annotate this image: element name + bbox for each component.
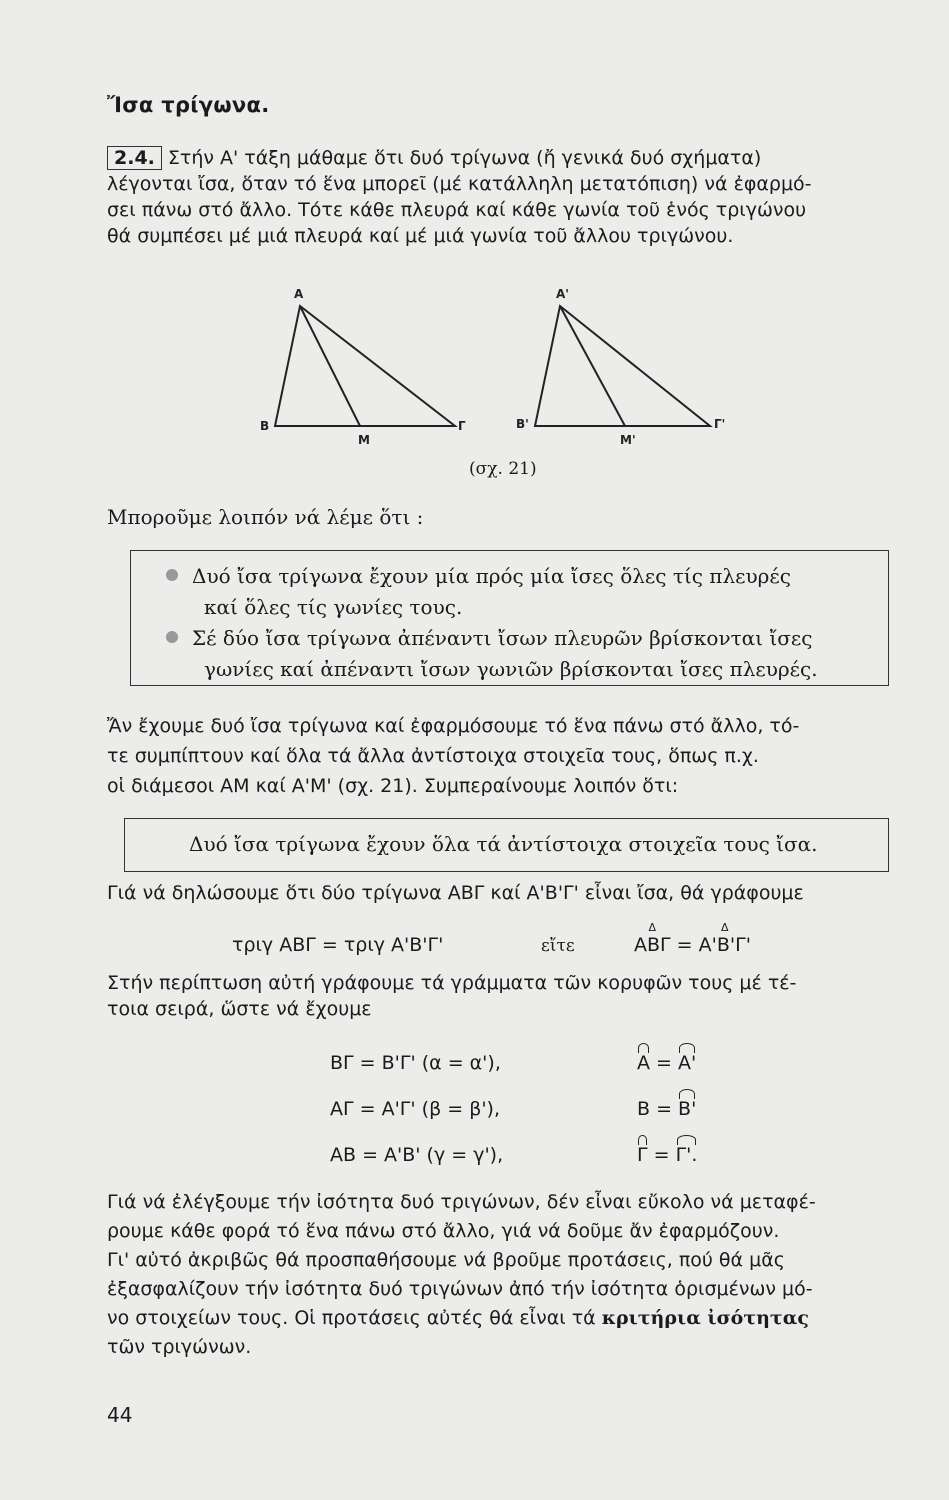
notation-intro: Γιά νά δηλώσουμε ὅτι δύο τρίγωνα ΑΒΓ καί Α'Β'Γ' εἶναι ἴσα, θά γράφουμε <box>107 882 804 904</box>
bullet-icon <box>166 569 178 581</box>
equality-left-2: ΑΓ = Α'Γ' (β = β'), <box>330 1098 500 1120</box>
triangle-notation-2: Δ Α'Β'Γ' <box>699 934 751 956</box>
para4-line-2: ρουμε κάθε φορά τό ἕνα πάνω στό ἄλλο, γιά νά δοῦμε ἄν ἐφαρμόζουν. <box>107 1220 780 1242</box>
para3-line-1: Στήν περίπτωση αὐτή γράφουμε τά γράμματα τῶν κορυφῶν τους μέ τέ- <box>107 972 797 994</box>
bullet-icon <box>166 631 178 643</box>
lead-text: Μποροῦμε λοιπόν νά λέμε ὅτι : <box>107 505 424 529</box>
intro-line-3: σει πάνω στό ἄλλο. Τότε κάθε πλευρά καί κάθε γωνία τοῦ ἑνός τριγώνου <box>107 199 807 221</box>
label-G-prime: Γ' <box>714 417 726 431</box>
figure-caption: (σχ. 21) <box>469 459 537 479</box>
para2-line-2: τε συμπίπτουν καί ὅλα τά ἄλλα ἀντίστοιχα στοιχεῖα τους, ὅπως π.χ. <box>107 745 759 767</box>
left-triangle <box>275 306 455 426</box>
label-A-prime: Α' <box>556 287 569 301</box>
triangles-figure <box>250 278 780 458</box>
equality-right-1: Α = Α' <box>637 1052 697 1074</box>
triangle-notation-1: Δ ΑΒΓ <box>634 934 671 956</box>
left-median <box>300 306 360 426</box>
criteria-term: κριτήρια ἰσότητας <box>601 1307 809 1329</box>
bullet-item-1-cont: καί ὅλες τίς γωνίες τους. <box>204 595 463 619</box>
equality-left-3: ΑΒ = Α'Β' (γ = γ'), <box>330 1144 504 1166</box>
intro-paragraph <box>107 145 912 249</box>
notation-eq-right: Δ ΑΒΓ = Δ Α'Β'Γ' <box>634 934 751 956</box>
para2-line-1: Ἄν ἔχουμε δυό ἴσα τρίγωνα καί ἐφαρμόσουμε τό ἕνα πάνω στό ἄλλο, τό- <box>107 715 800 737</box>
para4-line-4: ἐξασφαλίζουν τήν ἰσότητα δυό τριγώνων ἀπό τήν ἰσότητα ὁρισμένων μό- <box>107 1278 813 1300</box>
para2-line-3: οἱ διάμεσοι ΑΜ καί Α'Μ' (σχ. 21). Συμπεραίνουμε λοιπόν ὅτι: <box>107 775 679 797</box>
paragraph-3 <box>107 970 912 1022</box>
label-M: Μ <box>358 433 370 447</box>
section-number: 2.4. <box>107 146 162 170</box>
equality-right-2: Β = Β' <box>637 1098 697 1120</box>
intro-line-4: θά συμπέσει μέ μιά πλευρά καί μέ μιά γωνία τοῦ ἄλλου τριγώνου. <box>107 225 734 247</box>
label-A: Α <box>294 287 304 301</box>
right-median <box>560 306 625 426</box>
paragraph-2 <box>107 711 912 801</box>
notation-either: εἴτε <box>541 936 575 956</box>
bullet-item-1: Δυό ἴσα τρίγωνα ἔχουν μία πρός μία ἴσες ὅλες τίς πλευρές <box>166 561 791 592</box>
equality-left-1: ΒΓ = Β'Γ' (α = α'), <box>330 1052 501 1074</box>
para4-line-3: Γι' αὐτό ἀκριβῶς θά προσπαθήσουμε νά βροῦμε προτάσεις, πού θά μᾶς <box>107 1249 785 1271</box>
bullet-item-2-cont: γωνίες καί ἀπέναντι ἴσων γωνιῶν βρίσκονται ἴσες πλευρές. <box>204 657 818 681</box>
para3-line-2: τοια σειρά, ὥστε νά ἔχουμε <box>107 998 372 1020</box>
paragraph-4 <box>107 1188 912 1362</box>
equality-right-3: Γ = Γ'. <box>637 1144 698 1166</box>
para4-line-1: Γιά νά ἐλέγξουμε τήν ἰσότητα δυό τριγώνων, δέν εἶναι εὔκολο νά μεταφέ- <box>107 1191 816 1213</box>
conclusion-text: Δυό ἴσα τρίγωνα ἔχουν ὅλα τά ἀντίστοιχα στοιχεῖα τους ἴσα. <box>189 832 818 856</box>
label-B: Β <box>260 419 270 433</box>
para4-line-5: νο στοιχείων τους. Οἱ προτάσεις αὐτές θά εἶναι τά κριτήρια ἰσότητας <box>107 1307 809 1329</box>
label-G: Γ <box>458 419 466 433</box>
label-M-prime: Μ' <box>620 433 636 447</box>
intro-line-2: λέγονται ἴσα, ὅταν τό ἕνα μπορεῖ (μέ κατάλληλη μετατόπιση) νά ἐφαρμό- <box>107 173 812 195</box>
label-B-prime: Β' <box>516 417 529 431</box>
notation-eq-left: τριγ ΑΒΓ = τριγ Α'Β'Γ' <box>232 934 444 956</box>
properties-box <box>130 550 889 686</box>
conclusion-box <box>124 818 889 872</box>
bullet-item-2: Σέ δύο ἴσα τρίγωνα ἀπέναντι ἴσων πλευρῶν βρίσκονται ἴσες <box>166 623 812 654</box>
intro-line-1: 2.4. Στήν Α' τάξη μάθαμε ὅτι δυό τρίγωνα (ἤ γενικά δυό σχήματα) <box>107 145 912 171</box>
para4-line-6: τῶν τριγώνων. <box>107 1336 252 1358</box>
page-number: 44 <box>107 1403 133 1427</box>
section-heading: Ἴσα τρίγωνα. <box>107 93 270 117</box>
right-triangle <box>535 306 710 426</box>
